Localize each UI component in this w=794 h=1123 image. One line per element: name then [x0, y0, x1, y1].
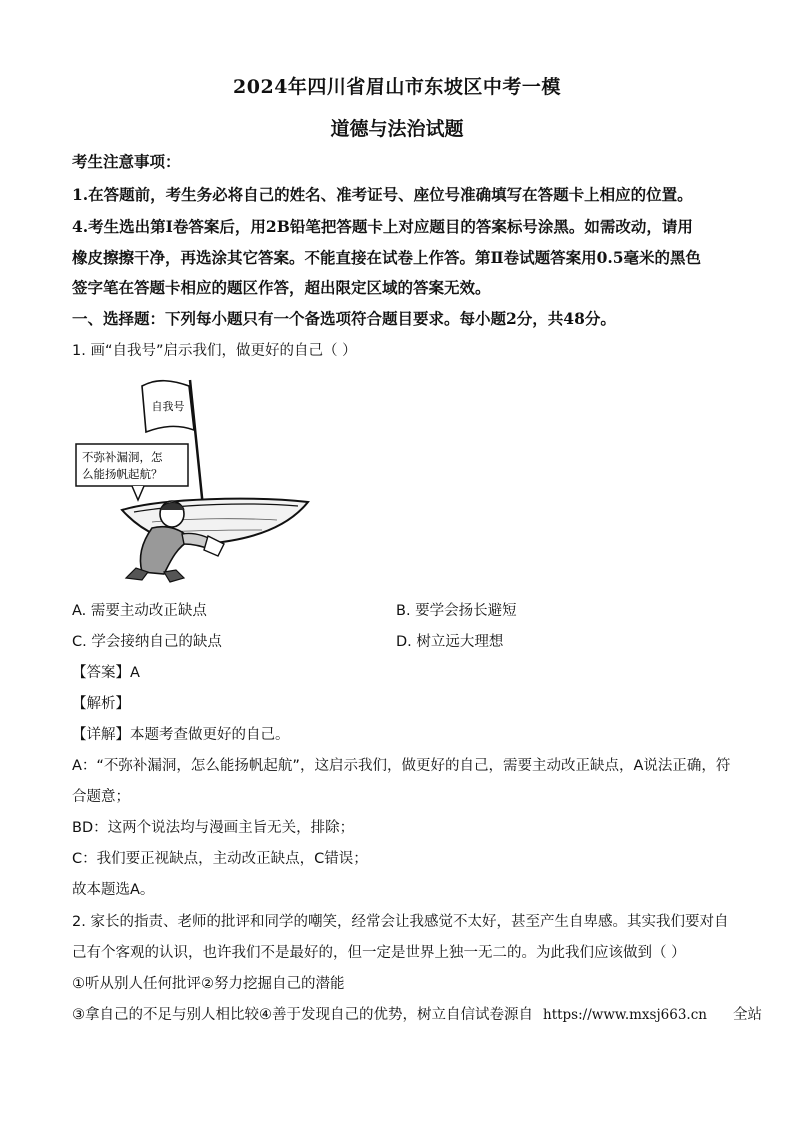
notice-heading: 考生注意事项：	[72, 152, 181, 171]
flag-text: 自我号	[151, 400, 185, 413]
q1-analysis-a-line2: 合题意；	[72, 789, 130, 805]
q1-option-a: A. 需要主动改正缺点	[72, 603, 207, 619]
notice-item-1: 1.在答题前，考生务必将自己的姓名、准考证号、座位号准确填写在答题卡上相应的位置。	[72, 185, 693, 204]
flag-pole	[190, 380, 204, 517]
section-heading: 一、选择题：下列每小题只有一个备选项符合题目要求。每小题2分，共48分。	[72, 309, 616, 328]
notice-item-4-line1: 4.考生选出第Ⅰ卷答案后，用2B铅笔把答题卡上对应题目的答案标号涂黑。如需改动，请用	[72, 217, 693, 236]
page-subtitle: 道德与法治试题	[330, 118, 464, 140]
q1-option-b: B. 要学会扬长避短	[396, 603, 517, 619]
notice-item-4-line2: 橡皮擦擦干净，再选涂其它答案。不能直接在试卷上作答。第Ⅱ卷试题答案用0.5毫米的黑色	[72, 248, 702, 267]
q2-options-line2: ③拿自己的不足与别人相比较④善于发现自己的优势，树立自信试卷源自	[72, 1007, 533, 1023]
page-title: 2024年四川省眉山市东坡区中考一模	[233, 76, 561, 98]
bubble-text-line2: 么能扬帆起航？	[82, 467, 163, 481]
q1-stem: 1. 画“自我号”启示我们，做更好的自己（ ）	[72, 343, 357, 359]
q2-options-line1: ①听从别人任何批评②努力挖掘自己的潜能	[72, 976, 345, 992]
q1-analysis-bd: BD：这两个说法均与漫画主旨无关，排除；	[72, 820, 355, 836]
q2-stem-line2: 己有个客观的认识，也许我们不是最好的，但一定是世界上独一无二的。为此我们应该做到（ ）	[72, 945, 686, 961]
q1-analysis-a-line1: A：“不弥补漏洞，怎么能扬帆起航”，这启示我们，做更好的自己，需要主动改正缺点，A说法正确，符	[72, 758, 731, 774]
q1-conclusion: 故本题选A。	[72, 882, 155, 898]
q1-option-d: D. 树立远大理想	[396, 634, 504, 650]
source-url-link[interactable]: https://www.mxsj663.cn	[543, 1007, 707, 1023]
q1-cartoon-illustration	[72, 372, 332, 587]
speech-bubble-tail	[132, 486, 144, 500]
source-site-text: 全站	[732, 1007, 762, 1023]
q2-stem-line1: 2. 家长的指责、老师的批评和同学的嘲笑，经常会让我感觉不太好，甚至产生自卑感。其实我们要对自	[72, 914, 729, 930]
notice-item-4-line3: 签字笔在答题卡相应的题区作答，超出限定区域的答案无效。	[72, 278, 491, 297]
q1-option-c: C. 学会接纳自己的缺点	[72, 634, 222, 650]
q1-detail: 【详解】本题考查做更好的自己。	[72, 727, 290, 743]
q1-answer: 【答案】A	[72, 665, 140, 681]
q1-analysis-label: 【解析】	[72, 696, 130, 712]
q1-analysis-c: C：我们要正视缺点，主动改正缺点，C错误；	[72, 851, 368, 867]
bubble-text-line1: 不弥补漏洞，怎	[82, 450, 163, 464]
q2-options-line2-row	[72, 1003, 762, 1024]
